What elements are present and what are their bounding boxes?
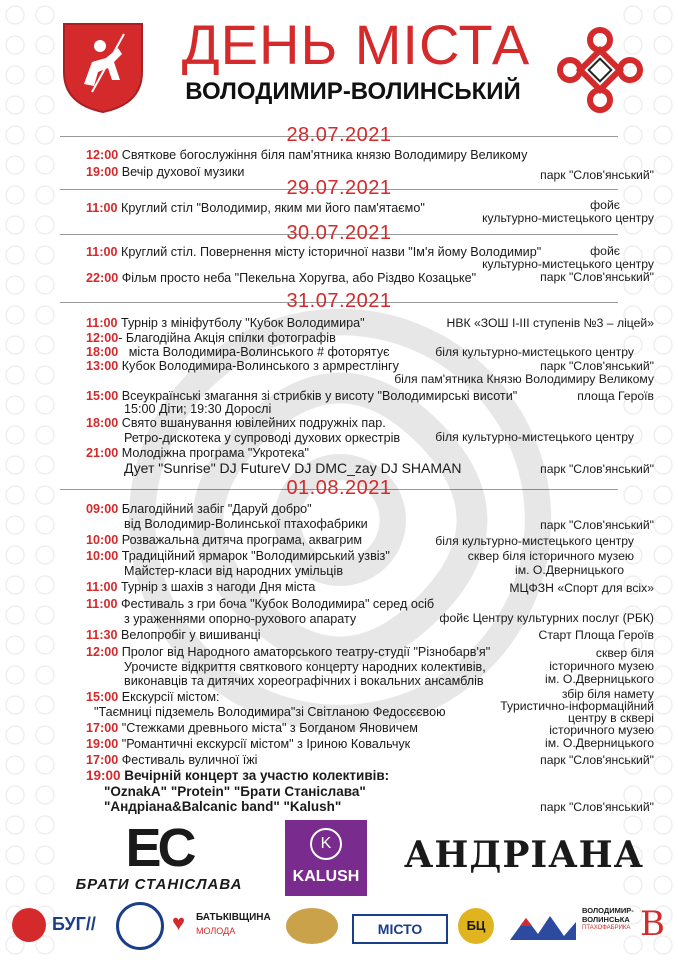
poultry-factory-logo <box>582 906 672 950</box>
date-heading: 31.07.2021 <box>0 290 678 313</box>
event-location: парк "Слов'янський" <box>540 462 654 476</box>
event-location: ім. О.Дверницького <box>545 736 654 750</box>
event-line: 12:00 Пролог від Народного аматорського театру-студії "Різнобарв'я" <box>86 645 491 659</box>
ec-mark: EC <box>125 818 193 878</box>
event-line: 11:00 Круглий стіл "Володимир, яким ми його пам'ятаємо" <box>86 201 425 215</box>
event-line: 17:00 Фестиваль вуличної їжі <box>86 753 258 767</box>
event-line: 11:00 Турнір з мініфутболу "Кубок Володимира" <box>86 316 365 330</box>
event-line: 18:00 міста Володимира-Волинського # фоторятує <box>86 345 390 359</box>
event-location: Старт Площа Героїв <box>538 628 654 642</box>
heart-icon: ♥ <box>172 910 186 935</box>
event-line: 22:00 Фільм просто неба "Пекельна Хоругва, або Різдво Козацьке" <box>86 271 477 285</box>
event-location: сквер біля історичного музею <box>467 549 634 563</box>
event-line: 15:00 Екскурсії містом: <box>86 690 220 704</box>
kmc-emblem-icon <box>286 908 338 944</box>
event-line: 10:00 Розважальна дитяча програма, аквагрим <box>86 533 363 547</box>
event-location: парк "Слов'янський" <box>540 800 654 814</box>
event-location: фойє <box>590 198 620 212</box>
bug-icon <box>12 908 46 942</box>
page-title: ДЕНЬ МІСТА <box>181 13 531 76</box>
event-line: 10:00 Традиційний ярмарок "Володимирський узвіз" <box>86 549 390 563</box>
poultry-label-1: ВОЛОДИМИР- <box>582 906 634 915</box>
event-line: 11:00 Фестиваль з гри боча "Кубок Володимира" серед осіб <box>86 597 435 611</box>
batkivshchyna-label: БАТЬКІВЩИНА <box>196 912 271 923</box>
event-subline: з ураженнями опорно-рухового апарату <box>124 612 357 626</box>
poultry-label-3: ПТАХОФАБРИКА <box>582 925 631 931</box>
date-heading: 01.08.2021 <box>0 477 678 500</box>
event-subline: "OznakA" "Protein" "Брати Станіслава" <box>104 784 366 799</box>
event-location: біля пам'ятника Князю Володимиру Великому <box>394 372 654 386</box>
event-subline: 15:00 Діти; 19:30 Дорослі <box>124 402 272 416</box>
date-heading: 29.07.2021 <box>0 177 678 200</box>
event-location: площа Героїв <box>577 389 654 403</box>
event-location: культурно-мистецького центру <box>482 211 654 225</box>
event-location: біля культурно-мистецького центру <box>435 345 634 359</box>
event-line: 09:00 Благодійний забіг "Даруй добро" <box>86 502 312 516</box>
event-line: 21:00 Молодіжна програма "Укротека" <box>86 446 309 460</box>
event-line: 12:00 Святкове богослужіння біля пам'ятника князю Володимиру Великому <box>86 148 528 162</box>
event-location: історичного музею <box>549 659 654 673</box>
batkivshchyna-logo <box>172 906 272 946</box>
event-subline: "Таємниці підземель Володимира"зі Світланою Федосєєвою <box>94 705 446 719</box>
event-location: Туристично-інформаційний <box>500 699 654 713</box>
event-subline: Урочисте відкриття святкового концерту народних колективів, <box>124 660 486 674</box>
event-location: фойє <box>590 244 620 258</box>
date-heading: 28.07.2021 <box>0 124 678 147</box>
event-location: парк "Слов'янський" <box>540 270 654 284</box>
ec-name: БРАТИ СТАНІСЛАВА <box>75 876 243 893</box>
event-location: ім. О.Дверницького <box>545 672 654 686</box>
poultry-b-icon: B <box>640 904 665 944</box>
bug-label: БУГ// <box>52 914 96 934</box>
event-location: фойє Центру культурних послуг (РБК) <box>439 611 654 625</box>
event-line: 18:00 Свято вшанування ювілейних подружніх пар. <box>86 416 386 430</box>
event-location: парк "Слов'янський" <box>540 168 654 182</box>
event-location: парк "Слов'янський" <box>540 359 654 373</box>
event-location: НВК «ЗОШ І-ІІІ ступенів №3 – ліцей» <box>446 316 654 330</box>
kalush-label: KALUSH <box>292 868 360 885</box>
event-location: біля культурно-мистецького центру <box>435 534 634 548</box>
event-location: культурно-мистецького центру <box>482 257 654 271</box>
header <box>0 0 678 120</box>
event-subline: від Володимир-Волинської птахофабрики <box>124 517 368 531</box>
ornament-knot-icon <box>556 26 644 114</box>
event-location: біля культурно-мистецького центру <box>435 430 634 444</box>
batkivshchyna-sub: МОЛОДА <box>196 926 236 936</box>
city-name: ВОЛОДИМИР-ВОЛИНСЬКИЙ <box>176 78 530 106</box>
event-line: 11:00 Турнір з шахів з нагоди Дня міста <box>86 580 316 594</box>
event-subline: Дует "Sunrise" DJ FutureV DJ DMC_zay DJ SHAMAN <box>124 460 462 476</box>
event-line: 19:00 "Романтичні екскурсії містом" з Іриною Ковальчук <box>86 737 411 751</box>
event-line: 11:30 Велопробіг у вишиванці <box>86 628 261 642</box>
event-location: парк "Слов'янський" <box>540 753 654 767</box>
event-line: 13:00 Кубок Володимира-Волинського з армрестлінгу <box>86 359 399 373</box>
sponsor-logos <box>0 820 678 960</box>
event-location: історичного музею <box>549 723 654 737</box>
misto-logo: МІСТО <box>352 914 448 944</box>
university-seal-icon <box>116 902 164 950</box>
event-location: центру в сквері <box>568 711 654 725</box>
event-subline: Ретро-дискотека у супроводі духових оркестрів <box>124 431 401 445</box>
kalush-k-icon: K <box>310 828 342 860</box>
kalush-logo <box>285 820 367 896</box>
bc-logo: БЦ <box>458 908 494 944</box>
event-line: 17:00 "Стежками древнього міста" з Богданом Яновичем <box>86 721 418 735</box>
andriana-logo: АНДРІАНА <box>404 834 644 876</box>
city-coat-of-arms-icon <box>62 22 144 114</box>
event-line: 15:00 Всеукраїнські змагання зі стрибків у висоту "Володимирські висоти" <box>86 389 518 403</box>
event-line: 19:00 Вечірній концерт за участю колективів: <box>86 768 390 783</box>
event-location: збір біля намету <box>561 687 654 701</box>
event-subline: Майстер-класи від народних умільців <box>124 564 344 578</box>
event-subline: виконавців та дитячих хореографічних і вокальних ансамблів <box>124 674 484 688</box>
event-subline: "Андріана&Balcanic band" "Kalush" <box>104 799 342 814</box>
event-line: 12:00- Благодійна Акція спілки фотографів <box>86 331 336 345</box>
date-heading: 30.07.2021 <box>0 222 678 245</box>
event-line: 19:00 Вечір духової музики <box>86 165 245 179</box>
event-location: парк "Слов'янський" <box>540 518 654 532</box>
brothers-stanislav-logo <box>70 820 248 900</box>
poultry-label-2: ВОЛИНСЬКА <box>582 915 630 924</box>
event-location: ім. О.Дверницького <box>515 563 624 577</box>
event-location: сквер біля <box>595 646 654 660</box>
event-line: 11:00 Круглий стіл. Повернення місту історичної назви "Ім'я йому Володимир" <box>86 245 542 259</box>
bug-logo <box>12 906 108 946</box>
event-location: МЦФЗН «Спорт для всіх» <box>509 581 654 595</box>
mountain-logo-icon <box>510 912 576 942</box>
